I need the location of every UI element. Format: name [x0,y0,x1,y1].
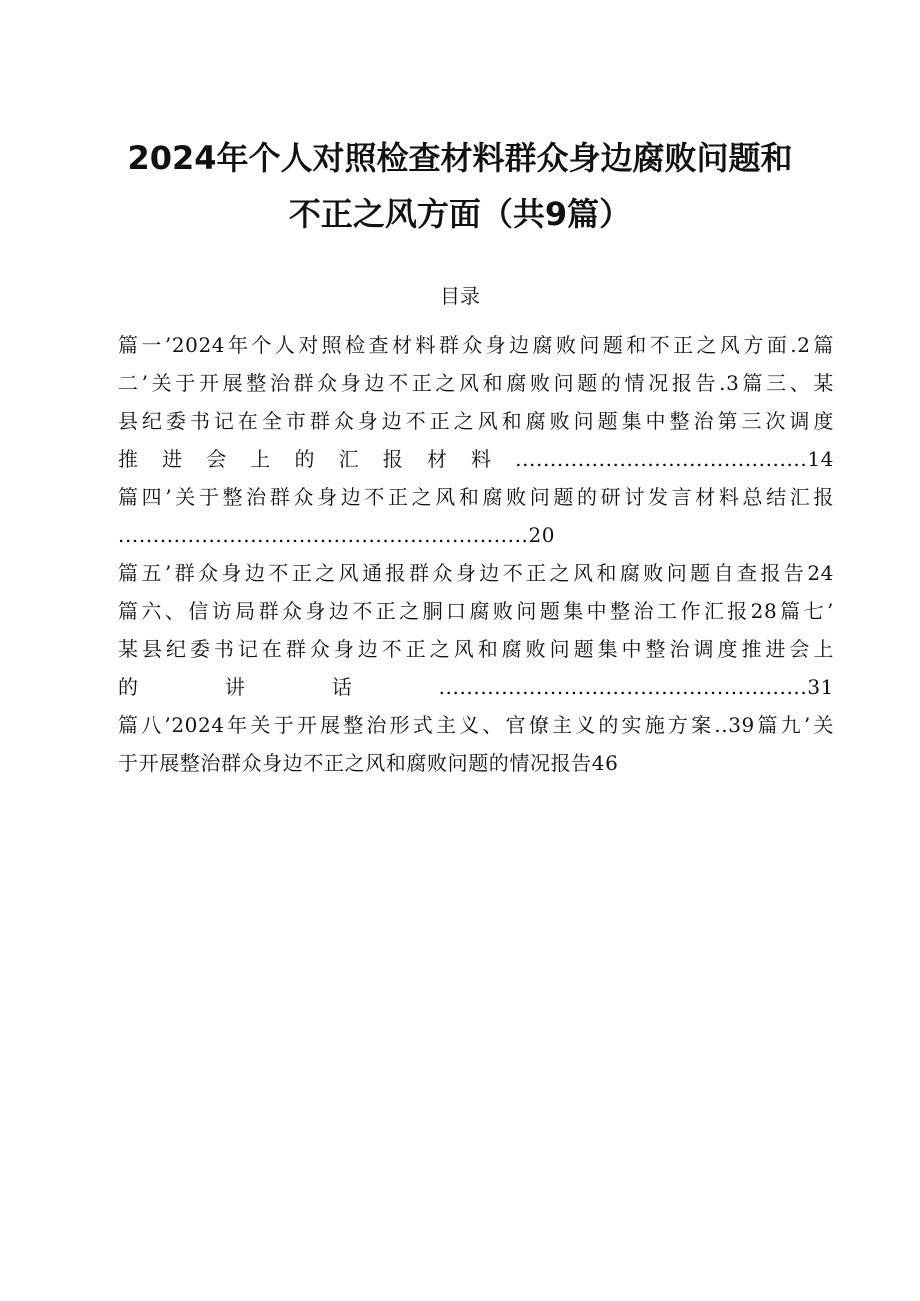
table-of-contents [118,330,834,786]
toc-line: 的讲话.....................................................31 [118,675,834,699]
toc-line: 篇一’2024年个人对照检查材料群众身边腐败问题和不正之风方面.2篇 [118,333,834,357]
toc-line: 县纪委书记在全市群众身边不正之风和腐败问题集中整治第三次调度 [118,409,834,433]
toc-line: 二’关于开展整治群众身边不正之风和腐败问题的情况报告.3篇三、某 [118,371,834,395]
toc-line: ...........................................................20 [118,523,556,547]
toc-line: 推进会上的汇报材料..........................................14 [118,447,834,471]
title-line-1: 2024年个人对照检查材料群众身边腐败问题和 [127,139,793,177]
toc-heading: 目录 [440,284,480,308]
toc-line: 篇五’群众身边不正之风通报群众身边不正之风和腐败问题自查报告24 [118,561,834,585]
toc-line: 某县纪委书记在群众身边不正之风和腐败问题集中整治调度推进会上 [118,637,834,661]
document-title [0,140,920,232]
toc-line: 于开展整治群众身边不正之风和腐败问题的情况报告46 [118,751,619,775]
toc-line: 篇八’2024年关于开展整治形式主义、官僚主义的实施方案..39篇九’关 [118,713,834,737]
toc-line: 篇四’关于整治群众身边不正之风和腐败问题的研讨发言材料总结汇报 [118,485,834,509]
title-line-2: 不正之风方面（共9篇） [288,195,632,233]
toc-line: 篇六、信访局群众身边不正之胴口腐败问题集中整治工作汇报28篇七’ [118,599,834,623]
